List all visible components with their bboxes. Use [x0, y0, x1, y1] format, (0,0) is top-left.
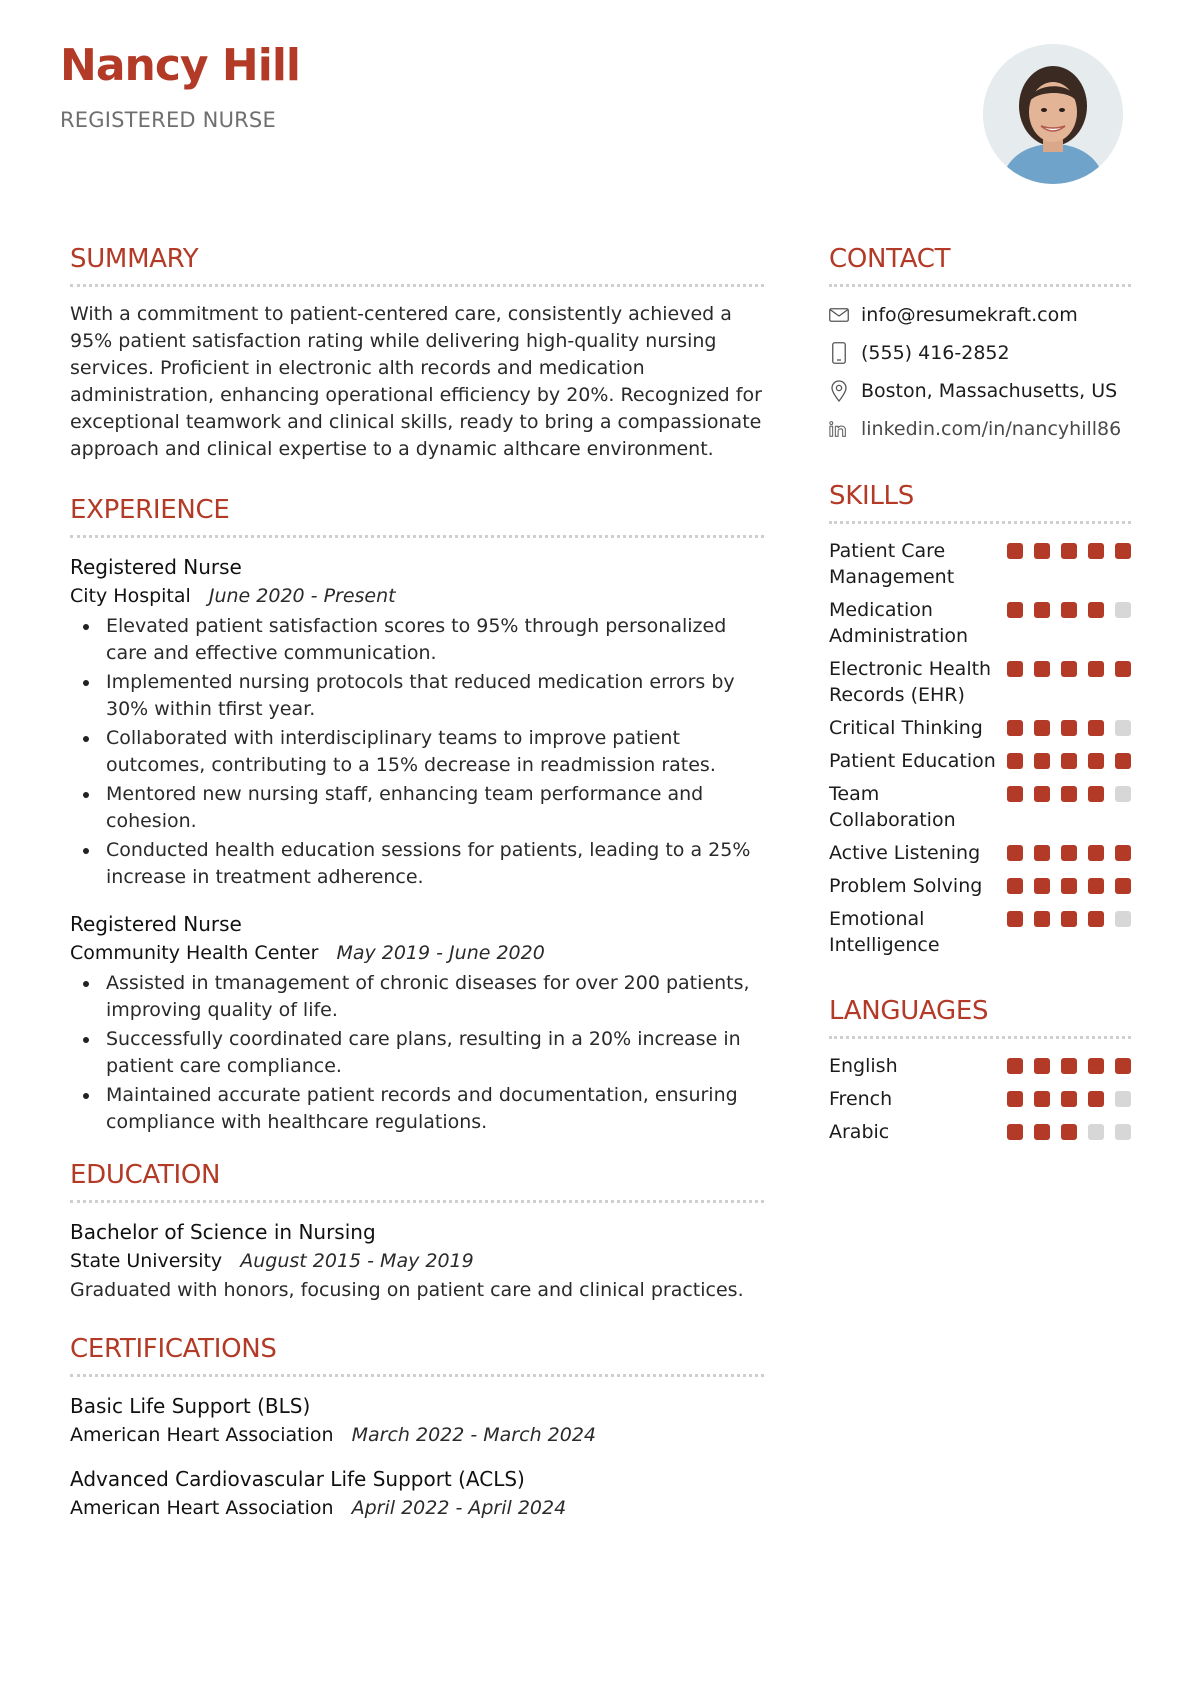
rating-dot-filled — [1115, 1058, 1131, 1074]
rating-dot-filled — [1061, 661, 1077, 677]
job-bullets — [70, 613, 764, 891]
skill-item-label: Medication Administration — [829, 599, 969, 647]
rating-dot-filled — [1034, 543, 1050, 559]
job-bullet: Elevated patient satisfaction scores to 95% through personalized care and effective communication. — [70, 613, 764, 667]
language-item-rating — [1007, 1119, 1131, 1140]
skill-item-label: Patient Care Management — [829, 540, 955, 588]
rating-dot-filled — [1007, 753, 1023, 769]
language-item-label: Arabic — [829, 1121, 890, 1143]
rating-dot-filled — [1088, 845, 1104, 861]
candidate-title: REGISTERED NURSE — [60, 108, 276, 132]
job-bullet: Maintained accurate patient records and documentation, ensuring compliance with healthcare regulations. — [70, 1082, 764, 1136]
profile-photo — [983, 44, 1123, 184]
rating-dot-filled — [1034, 753, 1050, 769]
rating-dot-filled — [1088, 911, 1104, 927]
rating-dot-filled — [1061, 1124, 1077, 1140]
rating-dot-filled — [1061, 1091, 1077, 1107]
certifications-heading: CERTIFICATIONS — [70, 1330, 764, 1377]
job-dates: May 2019 - June 2020 — [336, 942, 545, 964]
rating-dot-empty — [1115, 1091, 1131, 1107]
rating-dot-empty — [1115, 911, 1131, 927]
job-role: Registered Nurse — [70, 555, 242, 579]
certification-issuer: American Heart Association — [70, 1497, 334, 1519]
rating-dot-filled — [1007, 602, 1023, 618]
job-bullet: Collaborated with interdisciplinary teams to improve patient outcomes, contributing to a 15% decrease in readmission rates. — [70, 725, 764, 779]
skill-item — [829, 748, 1131, 774]
language-item-label: English — [829, 1055, 898, 1077]
rating-dot-filled — [1007, 1124, 1023, 1140]
languages-section — [829, 992, 1131, 1145]
candidate-name: Nancy Hill — [60, 40, 300, 91]
job-role: Registered Nurse — [70, 912, 242, 936]
skill-item — [829, 906, 1131, 958]
rating-dot-filled — [1115, 878, 1131, 894]
skill-item-rating — [1007, 748, 1131, 769]
summary-heading: SUMMARY — [70, 240, 764, 287]
rating-dot-filled — [1115, 845, 1131, 861]
skill-item-label: Problem Solving — [829, 875, 983, 897]
rating-dot-filled — [1034, 911, 1050, 927]
languages-list — [829, 1053, 1131, 1145]
experience-entry — [70, 909, 764, 1136]
rating-dot-filled — [1115, 543, 1131, 559]
rating-dot-filled — [1007, 661, 1023, 677]
education-meta — [70, 1247, 764, 1276]
language-item-label: French — [829, 1088, 893, 1110]
rating-dot-filled — [1007, 543, 1023, 559]
certification-name: Basic Life Support (BLS) — [70, 1394, 311, 1418]
skill-item — [829, 715, 1131, 741]
education-note: Graduated with honors, focusing on patient care and clinical practices. — [70, 1279, 744, 1301]
skill-item — [829, 873, 1131, 899]
job-bullet: Mentored new nursing staff, enhancing team performance and cohesion. — [70, 781, 764, 835]
rating-dot-filled — [1007, 878, 1023, 894]
rating-dot-filled — [1007, 720, 1023, 736]
skill-item-rating — [1007, 538, 1131, 559]
language-item-rating — [1007, 1086, 1131, 1107]
rating-dot-filled — [1061, 1058, 1077, 1074]
rating-dot-filled — [1034, 1058, 1050, 1074]
skill-item-rating — [1007, 840, 1131, 861]
rating-dot-filled — [1034, 720, 1050, 736]
rating-dot-filled — [1115, 661, 1131, 677]
rating-dot-filled — [1061, 878, 1077, 894]
rating-dot-filled — [1088, 602, 1104, 618]
rating-dot-filled — [1088, 1091, 1104, 1107]
certification-issuer: American Heart Association — [70, 1424, 334, 1446]
phone-icon — [829, 343, 849, 363]
job-employer: City Hospital — [70, 585, 191, 607]
rating-dot-filled — [1007, 911, 1023, 927]
school: State University — [70, 1250, 223, 1272]
language-item — [829, 1086, 1131, 1112]
rating-dot-filled — [1061, 602, 1077, 618]
rating-dot-filled — [1115, 753, 1131, 769]
contact-location — [829, 377, 1131, 405]
skill-item-rating — [1007, 656, 1131, 677]
rating-dot-filled — [1034, 1091, 1050, 1107]
job-dates: June 2020 - Present — [208, 585, 396, 607]
skill-item-label: Critical Thinking — [829, 717, 983, 739]
rating-dot-empty — [1115, 786, 1131, 802]
skill-item — [829, 656, 1131, 708]
job-bullets — [70, 970, 764, 1136]
certification-dates: March 2022 - March 2024 — [351, 1424, 597, 1446]
rating-dot-empty — [1088, 1124, 1104, 1140]
certification-entry — [70, 1391, 764, 1450]
education-dates: August 2015 - May 2019 — [240, 1250, 474, 1272]
rating-dot-filled — [1061, 845, 1077, 861]
rating-dot-filled — [1007, 1058, 1023, 1074]
experience-section — [70, 491, 764, 1136]
location-text: Boston, Massachusetts, US — [861, 380, 1118, 402]
job-meta — [70, 582, 764, 611]
language-item-rating — [1007, 1053, 1131, 1074]
rating-dot-filled — [1088, 661, 1104, 677]
skills-heading: SKILLS — [829, 477, 1131, 524]
skill-item — [829, 840, 1131, 866]
summary-section — [70, 240, 764, 463]
rating-dot-filled — [1007, 845, 1023, 861]
phone-text[interactable]: (555) 416-2852 — [861, 342, 1010, 364]
linkedin-link[interactable]: linkedin.com/in/nancyhill86 — [861, 418, 1122, 440]
rating-dot-filled — [1061, 786, 1077, 802]
skill-item-rating — [1007, 781, 1131, 802]
rating-dot-filled — [1034, 1124, 1050, 1140]
rating-dot-filled — [1088, 1058, 1104, 1074]
job-bullet: Successfully coordinated care plans, resulting in a 20% increase in patient care compliance. — [70, 1026, 764, 1080]
rating-dot-empty — [1115, 1124, 1131, 1140]
job-bullet: Implemented nursing protocols that reduced medication errors by 30% within tfirst year. — [70, 669, 764, 723]
main-column — [70, 240, 764, 1537]
experience-entry — [70, 552, 764, 891]
contact-phone[interactable] — [829, 339, 1131, 367]
linkedin-icon — [829, 419, 849, 439]
contact-linkedin[interactable] — [829, 415, 1131, 443]
skill-item-label: Team Collaboration — [829, 783, 956, 831]
language-item — [829, 1119, 1131, 1145]
skill-item-label: Emotional Intelligence — [829, 908, 940, 956]
rating-dot-filled — [1034, 602, 1050, 618]
skill-item-label: Patient Education — [829, 750, 996, 772]
rating-dot-filled — [1088, 720, 1104, 736]
rating-dot-empty — [1115, 602, 1131, 618]
education-heading: EDUCATION — [70, 1156, 764, 1203]
skill-item-rating — [1007, 597, 1131, 618]
contact-section — [829, 240, 1131, 443]
rating-dot-filled — [1034, 845, 1050, 861]
rating-dot-filled — [1061, 720, 1077, 736]
location-pin-icon — [829, 381, 849, 401]
degree: Bachelor of Science in Nursing — [70, 1220, 376, 1244]
job-bullet: Conducted health education sessions for patients, leading to a 25% increase in treatment adherence. — [70, 837, 764, 891]
certification-meta — [70, 1494, 764, 1523]
languages-heading: LANGUAGES — [829, 992, 1131, 1039]
sidebar-column — [829, 240, 1131, 1152]
rating-dot-filled — [1061, 753, 1077, 769]
rating-dot-filled — [1061, 543, 1077, 559]
experience-heading: EXPERIENCE — [70, 491, 764, 538]
email-text[interactable]: info@resumekraft.com — [861, 304, 1078, 326]
language-item — [829, 1053, 1131, 1079]
skill-item — [829, 781, 1131, 833]
skill-item — [829, 597, 1131, 649]
rating-dot-filled — [1088, 878, 1104, 894]
rating-dot-filled — [1007, 1091, 1023, 1107]
certifications-section — [70, 1330, 764, 1523]
rating-dot-filled — [1088, 753, 1104, 769]
profile-photo-illustration — [983, 44, 1123, 184]
education-section — [70, 1156, 764, 1304]
job-meta — [70, 939, 764, 968]
certification-entry — [70, 1464, 764, 1523]
certification-meta — [70, 1421, 764, 1450]
skills-section — [829, 477, 1131, 958]
envelope-icon — [829, 305, 849, 325]
contact-heading: CONTACT — [829, 240, 1131, 287]
rating-dot-filled — [1061, 911, 1077, 927]
skill-item-rating — [1007, 906, 1131, 927]
rating-dot-filled — [1034, 786, 1050, 802]
rating-dot-filled — [1034, 661, 1050, 677]
rating-dot-filled — [1088, 786, 1104, 802]
contact-email[interactable] — [829, 301, 1131, 329]
skills-list — [829, 538, 1131, 958]
rating-dot-empty — [1115, 720, 1131, 736]
rating-dot-filled — [1007, 786, 1023, 802]
job-bullet: Assisted in tmanagement of chronic diseases for over 200 patients, improving quality of life. — [70, 970, 764, 1024]
certification-name: Advanced Cardiovascular Life Support (ACLS) — [70, 1467, 525, 1491]
job-employer: Community Health Center — [70, 942, 319, 964]
skill-item-label: Active Listening — [829, 842, 981, 864]
skill-item-rating — [1007, 873, 1131, 894]
skill-item-label: Electronic Health Records (EHR) — [829, 658, 992, 706]
rating-dot-filled — [1088, 543, 1104, 559]
summary-text: With a commitment to patient-centered care, consistently achieved a 95% patient satisfaction rating while delivering high-quality nursing services. Proficient in electronic alth records and medication administration, enhancing operational efficiency by 20%. Recognized for exceptional teamwork and clinical skills, ready to bring a compassionate approach and clinical expertise to a dynamic althcare environment. — [70, 303, 762, 460]
skill-item-rating — [1007, 715, 1131, 736]
skill-item — [829, 538, 1131, 590]
rating-dot-filled — [1034, 878, 1050, 894]
certification-dates: April 2022 - April 2024 — [351, 1497, 567, 1519]
